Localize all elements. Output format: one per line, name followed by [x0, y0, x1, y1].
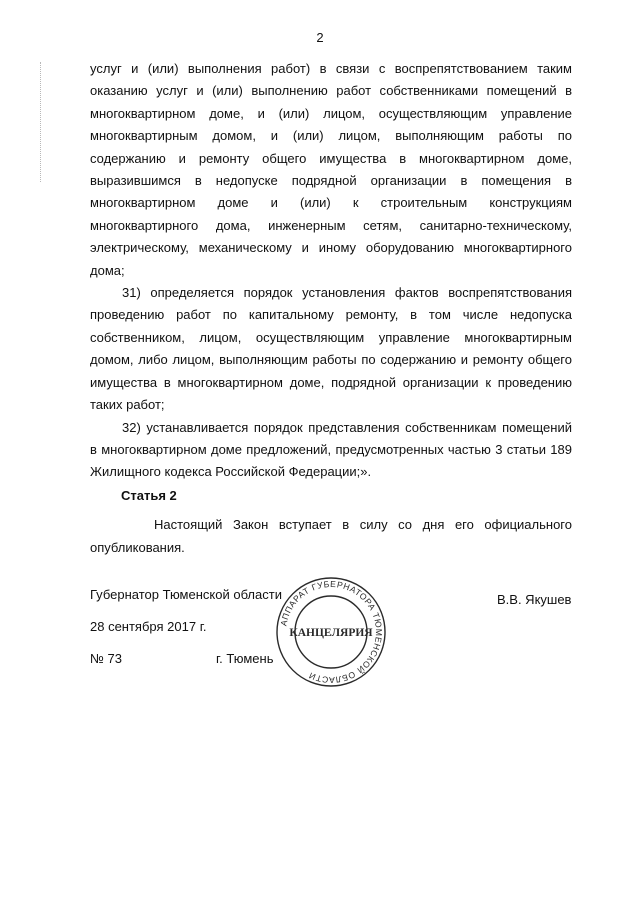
- paragraph-item-32: 32) устанавливается порядок представления собственникам помещений в многоквартирном доме предложений, предусмотренных частью 3 статьи 189 Жилищного кодекса Российской Федерации;».: [90, 419, 572, 480]
- scan-edge-marks: [40, 62, 45, 182]
- article-text: Настоящий Закон вступает в силу со дня его официального опубликования.: [90, 517, 572, 555]
- paragraph-continuation: услуг и (или) выполнения работ) в связи с воспрепятствованием таким оказанию услуг и (или) выполнению работ собственниками помещений в многоквартирном доме, и (или) лицом, осуществляющим управление многоквартирным домом, и (или) лицом, выполняющим работы по содержанию и ремонту общего имущества в многоквартирном доме, выразившимся в недопуске подрядной организации в помещения в многоквартирном доме и (или) к строительным конструкциям многоквартирного дома, инженерным сетям, санитарно-техническому, электрическому, механическому и иному оборудованию многоквартирного дома;: [90, 61, 572, 278]
- page-number: 2: [316, 30, 324, 45]
- document-date: 28 сентября 2017 г.: [90, 619, 207, 634]
- document-number: № 73: [90, 651, 123, 666]
- document-city: г. Тюмень: [216, 651, 274, 666]
- article-heading: Статья 2: [121, 488, 177, 503]
- document-body: [90, 58, 572, 484]
- seal-center-text: КАНЦЕЛЯРИЯ: [289, 627, 373, 639]
- official-seal-stamp: [271, 576, 391, 688]
- seal-ring-text: АППАРАТ ГУБЕРНАТОРА ТЮМЕНСКОЙ ОБЛАСТИ: [278, 578, 385, 686]
- governor-title: Губернатор Тюменской области: [90, 587, 282, 602]
- governor-name: В.В. Якушев: [497, 592, 572, 607]
- paragraph-item-31: 31) определяется порядок установления фактов воспрепятствования проведению работ по капитальному ремонту, в том числе недопуска собственником, лицом, осуществляющим управление многоквартирным домом, либо лицом, выполняющим работы по содержанию и ремонту общего имущества в многоквартирном доме, подрядной организации к проведению таких работ;: [90, 285, 572, 413]
